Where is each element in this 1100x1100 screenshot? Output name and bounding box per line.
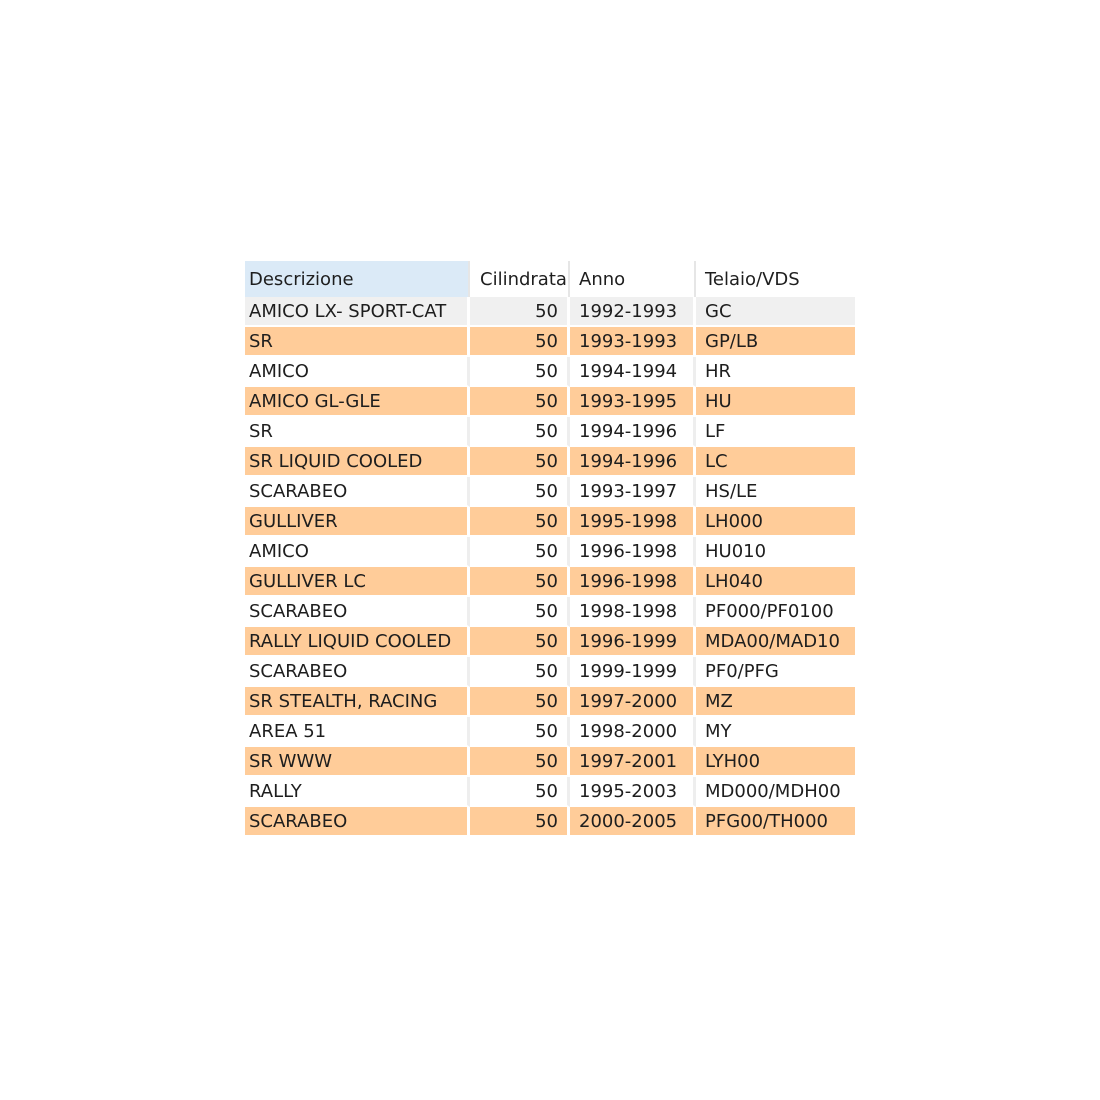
- cell-displacement[interactable]: 50: [470, 537, 570, 567]
- cell-year[interactable]: 1995-1998: [570, 507, 696, 537]
- cell-frame[interactable]: PF0/PFG: [696, 657, 855, 687]
- cell-year[interactable]: 1994-1996: [570, 447, 696, 477]
- cell-year[interactable]: 1998-1998: [570, 597, 696, 627]
- cell-frame[interactable]: MD000/MDH00: [696, 777, 855, 807]
- table-row[interactable]: [245, 687, 855, 717]
- cell-year[interactable]: 1993-1995: [570, 387, 696, 417]
- cell-frame[interactable]: MY: [696, 717, 855, 747]
- table-row[interactable]: [245, 627, 855, 657]
- cell-frame[interactable]: HU: [696, 387, 855, 417]
- cell-displacement[interactable]: 50: [470, 777, 570, 807]
- model-table-container: [245, 261, 855, 837]
- cell-description[interactable]: SR LIQUID COOLED: [245, 447, 470, 477]
- cell-frame[interactable]: HS/LE: [696, 477, 855, 507]
- cell-description[interactable]: SCARABEO: [245, 657, 470, 687]
- model-table: [245, 261, 855, 837]
- cell-year[interactable]: 1993-1993: [570, 327, 696, 357]
- cell-frame[interactable]: HR: [696, 357, 855, 387]
- column-header-displacement[interactable]: Cilindrata: [470, 261, 570, 297]
- cell-description[interactable]: SR STEALTH, RACING: [245, 687, 470, 717]
- cell-description[interactable]: SCARABEO: [245, 597, 470, 627]
- table-row[interactable]: [245, 777, 855, 807]
- table-row[interactable]: [245, 447, 855, 477]
- cell-description[interactable]: SCARABEO: [245, 477, 470, 507]
- table-row[interactable]: [245, 717, 855, 747]
- cell-frame[interactable]: MDA00/MAD10: [696, 627, 855, 657]
- cell-displacement[interactable]: 50: [470, 297, 570, 327]
- cell-frame[interactable]: HU010: [696, 537, 855, 567]
- cell-description[interactable]: GULLIVER LC: [245, 567, 470, 597]
- cell-description[interactable]: GULLIVER: [245, 507, 470, 537]
- cell-displacement[interactable]: 50: [470, 507, 570, 537]
- table-row[interactable]: [245, 807, 855, 837]
- cell-description[interactable]: SR: [245, 417, 470, 447]
- cell-year[interactable]: 1998-2000: [570, 717, 696, 747]
- cell-frame[interactable]: GP/LB: [696, 327, 855, 357]
- cell-displacement[interactable]: 50: [470, 357, 570, 387]
- cell-year[interactable]: 1997-2001: [570, 747, 696, 777]
- cell-year[interactable]: 2000-2005: [570, 807, 696, 837]
- cell-frame[interactable]: LYH00: [696, 747, 855, 777]
- table-row[interactable]: [245, 507, 855, 537]
- table-row[interactable]: [245, 537, 855, 567]
- cell-year[interactable]: 1999-1999: [570, 657, 696, 687]
- cell-frame[interactable]: PFG00/TH000: [696, 807, 855, 837]
- table-row[interactable]: [245, 747, 855, 777]
- table-row[interactable]: [245, 417, 855, 447]
- cell-displacement[interactable]: 50: [470, 747, 570, 777]
- cell-frame[interactable]: MZ: [696, 687, 855, 717]
- column-header-frame[interactable]: Telaio/VDS: [696, 261, 855, 297]
- table-header: [245, 261, 855, 297]
- cell-year[interactable]: 1994-1996: [570, 417, 696, 447]
- table-row[interactable]: [245, 327, 855, 357]
- cell-displacement[interactable]: 50: [470, 477, 570, 507]
- cell-description[interactable]: AREA 51: [245, 717, 470, 747]
- cell-description[interactable]: AMICO: [245, 357, 470, 387]
- cell-displacement[interactable]: 50: [470, 597, 570, 627]
- table-row[interactable]: [245, 477, 855, 507]
- cell-year[interactable]: 1996-1998: [570, 537, 696, 567]
- header-row: [245, 261, 855, 297]
- cell-displacement[interactable]: 50: [470, 567, 570, 597]
- cell-displacement[interactable]: 50: [470, 447, 570, 477]
- cell-year[interactable]: 1996-1998: [570, 567, 696, 597]
- cell-year[interactable]: 1995-2003: [570, 777, 696, 807]
- column-header-description[interactable]: Descrizione: [245, 261, 470, 297]
- table-row[interactable]: [245, 387, 855, 417]
- cell-description[interactable]: RALLY LIQUID COOLED: [245, 627, 470, 657]
- cell-frame[interactable]: LF: [696, 417, 855, 447]
- cell-description[interactable]: RALLY: [245, 777, 470, 807]
- table-row[interactable]: [245, 657, 855, 687]
- cell-description[interactable]: AMICO GL-GLE: [245, 387, 470, 417]
- cell-displacement[interactable]: 50: [470, 807, 570, 837]
- table-row[interactable]: [245, 297, 855, 327]
- cell-displacement[interactable]: 50: [470, 687, 570, 717]
- cell-description[interactable]: SCARABEO: [245, 807, 470, 837]
- cell-year[interactable]: 1994-1994: [570, 357, 696, 387]
- cell-frame[interactable]: LC: [696, 447, 855, 477]
- table-row[interactable]: [245, 357, 855, 387]
- table-body: [245, 297, 855, 837]
- column-header-year[interactable]: Anno: [570, 261, 696, 297]
- cell-frame[interactable]: LH040: [696, 567, 855, 597]
- cell-displacement[interactable]: 50: [470, 417, 570, 447]
- table-row[interactable]: [245, 567, 855, 597]
- cell-year[interactable]: 1996-1999: [570, 627, 696, 657]
- cell-displacement[interactable]: 50: [470, 327, 570, 357]
- cell-displacement[interactable]: 50: [470, 657, 570, 687]
- cell-description[interactable]: AMICO: [245, 537, 470, 567]
- cell-description[interactable]: AMICO LX- SPORT-CAT: [245, 297, 470, 327]
- cell-description[interactable]: SR WWW: [245, 747, 470, 777]
- cell-displacement[interactable]: 50: [470, 627, 570, 657]
- cell-description[interactable]: SR: [245, 327, 470, 357]
- cell-displacement[interactable]: 50: [470, 717, 570, 747]
- cell-frame[interactable]: GC: [696, 297, 855, 327]
- cell-frame[interactable]: LH000: [696, 507, 855, 537]
- table-row[interactable]: [245, 597, 855, 627]
- cell-frame[interactable]: PF000/PF0100: [696, 597, 855, 627]
- cell-year[interactable]: 1993-1997: [570, 477, 696, 507]
- cell-year[interactable]: 1992-1993: [570, 297, 696, 327]
- cell-year[interactable]: 1997-2000: [570, 687, 696, 717]
- cell-displacement[interactable]: 50: [470, 387, 570, 417]
